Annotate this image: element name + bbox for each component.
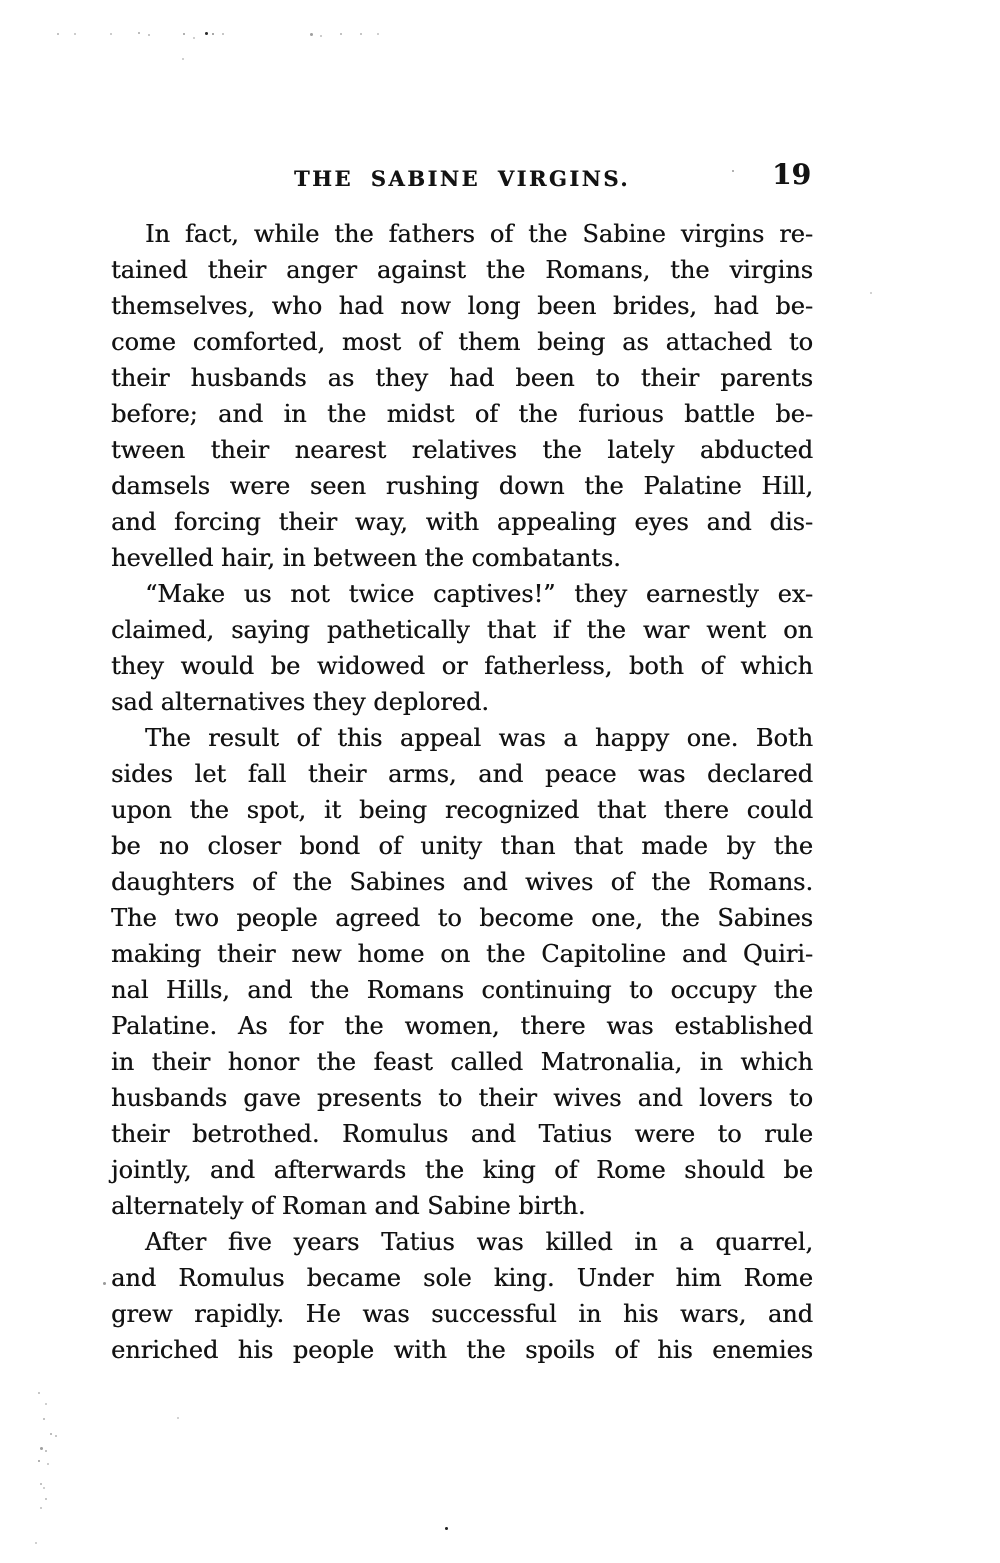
page-header	[111, 158, 813, 191]
text-line: enriched his people with the spoils of his enemies	[111, 1336, 813, 1364]
scan-speck	[377, 33, 379, 35]
text-line: sad alternatives they deplored.	[111, 688, 489, 716]
text-line: alternately of Roman and Sabine birth.	[111, 1192, 586, 1220]
scan-speck	[212, 33, 214, 35]
scan-speck	[222, 33, 224, 35]
text-line: their betrothed. Romulus and Tatius were to rule	[111, 1120, 813, 1148]
scan-speck	[38, 1460, 40, 1462]
text-line: In fact, while the fathers of the Sabine virgins re-	[145, 220, 813, 248]
scan-speck	[57, 33, 59, 35]
scan-speck	[45, 1498, 47, 1500]
paragraph	[111, 216, 813, 576]
scan-speck	[35, 1542, 37, 1544]
scan-speck	[193, 37, 195, 39]
scan-speck	[55, 1435, 57, 1437]
text-line: upon the spot, it being recognized that there could	[111, 796, 813, 824]
text-line: The two people agreed to become one, the Sabines	[111, 904, 813, 932]
paragraph	[111, 720, 813, 1224]
scan-speck	[340, 33, 342, 35]
text-line: making their new home on the Capitoline and Quiri-	[111, 940, 813, 968]
scan-speck	[74, 33, 76, 35]
text-line: After five years Tatius was killed in a quarrel,	[145, 1228, 813, 1256]
text-line: they would be widowed or fatherless, both of which	[111, 652, 813, 680]
text-line: daughters of the Sabines and wives of the Romans.	[111, 868, 813, 896]
scan-speck	[45, 1403, 47, 1405]
scan-speck	[310, 33, 313, 36]
scan-speck	[47, 1463, 49, 1465]
text-line: themselves, who had now long been brides, had be-	[111, 292, 813, 320]
scan-speck	[320, 35, 322, 37]
text-line: husbands gave presents to their wives and lovers to	[111, 1084, 813, 1112]
scan-speck	[43, 1418, 45, 1420]
text-line: damsels were seen rushing down the Palatine Hill,	[111, 472, 813, 500]
text-line: jointly, and afterwards the king of Rome should be	[111, 1156, 813, 1184]
text-line: hevelled hair, in between the combatants.	[111, 544, 621, 572]
text-line: be no closer bond of unity than that made by the	[111, 832, 813, 860]
text-line: Palatine. As for the women, there was established	[111, 1012, 813, 1040]
scan-speck	[870, 292, 872, 294]
scan-speck	[138, 32, 140, 34]
scan-speck	[43, 1487, 45, 1489]
page-number: 19	[772, 158, 811, 191]
text-line: claimed, saying pathetically that if the war went on	[111, 616, 813, 644]
scan-speck	[50, 1433, 52, 1435]
scan-speck	[110, 33, 112, 35]
scan-speck	[103, 1282, 106, 1285]
scan-speck	[183, 33, 185, 35]
page-body	[111, 216, 813, 1368]
scan-speck	[148, 34, 150, 36]
paragraph	[111, 576, 813, 720]
text-line: “Make us not twice captives!” they earnestly ex-	[145, 580, 813, 608]
text-line: tween their nearest relatives the lately abducted	[111, 436, 813, 464]
paragraph	[111, 1224, 813, 1368]
scan-speck	[360, 33, 362, 35]
text-line: tained their anger against the Romans, the virgins	[111, 256, 813, 284]
scan-speck	[38, 1392, 40, 1394]
text-line: The result of this appeal was a happy one. Both	[145, 724, 813, 752]
text-line: in their honor the feast called Matronalia, in which	[111, 1048, 813, 1076]
text-line: sides let fall their arms, and peace was declared	[111, 760, 813, 788]
scan-speck	[205, 32, 208, 35]
text-line: grew rapidly. He was successful in his wars, and	[111, 1300, 813, 1328]
scan-speck	[177, 1417, 179, 1419]
scan-speck	[40, 1483, 42, 1485]
scan-speck	[45, 1450, 47, 1452]
scan-speck	[445, 1527, 448, 1530]
text-line: and Romulus became sole king. Under him Rome	[111, 1264, 813, 1292]
running-title: THE SABINE VIRGINS.	[293, 166, 631, 191]
text-line: their husbands as they had been to their parents	[111, 364, 813, 392]
text-line: before; and in the midst of the furious battle be-	[111, 400, 813, 428]
text-line: and forcing their way, with appealing eyes and dis-	[111, 508, 813, 536]
scan-speck	[182, 58, 184, 60]
scan-speck	[40, 1447, 43, 1450]
scan-speck	[40, 1507, 42, 1509]
text-line: nal Hills, and the Romans continuing to occupy the	[111, 976, 813, 1004]
text-line: come comforted, most of them being as attached to	[111, 328, 813, 356]
